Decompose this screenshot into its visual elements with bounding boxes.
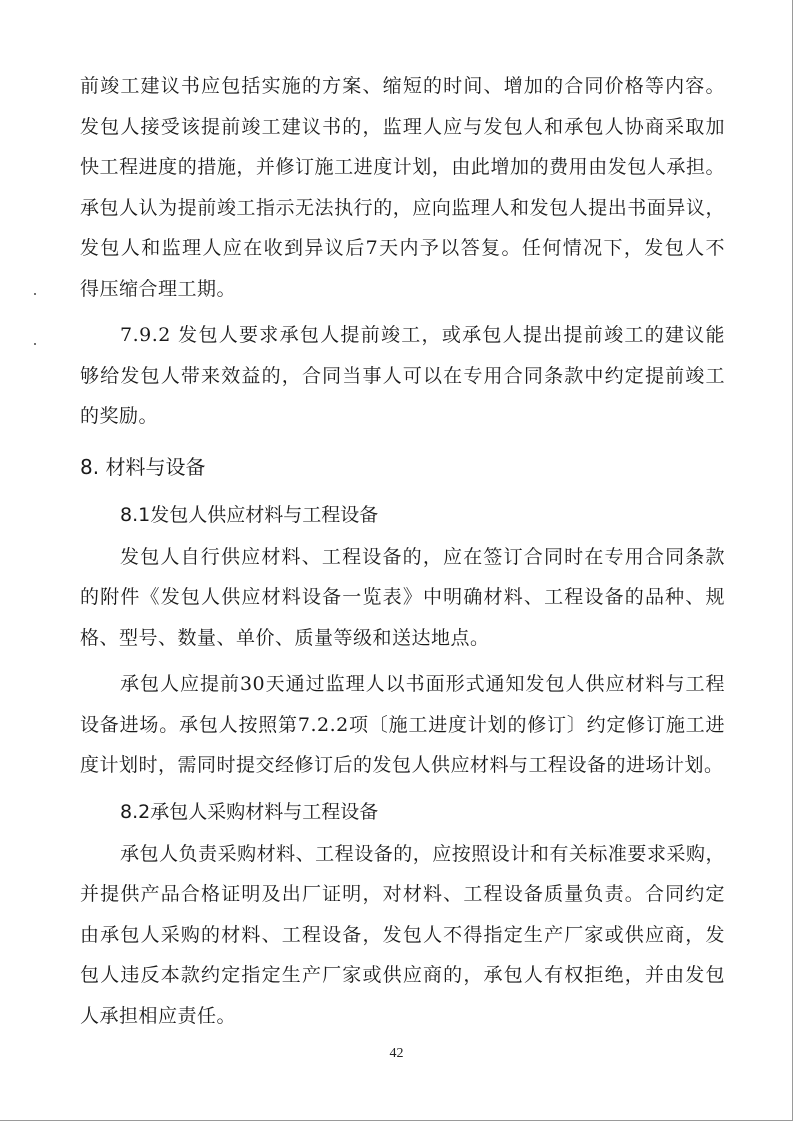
text-line: 承包人认为提前竣工指示无法执行的，应向监理人和发包人提出书面异议，: [80, 196, 725, 219]
document-body: [80, 66, 725, 1036]
text-line: 的附件《发包人供应材料设备一览表》中明确材料、工程设备的品种、规: [80, 586, 725, 608]
text-line: 格、型号、数量、单价、质量等级和送达地点。: [80, 626, 490, 649]
text-line: 设备进场。承包人按照第7.2.2项〔施工进度计划的修订〕约定修订施工进: [80, 713, 725, 736]
text-line: 发包人和监理人应在收到异议后7天内予以答复。任何情况下，发包人不: [80, 237, 725, 259]
paragraph-early-completion: [80, 66, 725, 309]
section-heading-8-1: 8.1发包人供应材料与工程设备: [120, 503, 379, 526]
text-line: 并提供产品合格证明及出厂证明，对材料、工程设备质量负责。合同约定: [80, 883, 725, 905]
section-heading-8-2: 8.2承包人采购材料与工程设备: [120, 800, 379, 823]
page-number: 42: [389, 1046, 404, 1061]
paragraph-8-2: [80, 834, 725, 1037]
paragraph-8-1-b: [80, 664, 725, 786]
text-line: 人承担相应责任。: [80, 1004, 237, 1027]
text-line: 包人违反本款约定指定生产厂家或供应商的，承包人有权拒绝，并由发包: [80, 964, 725, 986]
text-line: 度计划时，需同时提交经修订后的发包人供应材料与工程设备的进场计划。: [80, 754, 724, 776]
text-line: 前竣工建议书应包括实施的方案、缩短的时间、增加的合同价格等内容。: [80, 75, 725, 97]
text-line: 承包人负责采购材料、工程设备的，应按照设计和有关标准要求采购，: [120, 842, 725, 865]
section-heading-8: 8. 材料与设备: [80, 454, 206, 479]
text-line: 够给发包人带来效益的，合同当事人可以在专用合同条款中约定提前竣工: [80, 364, 725, 387]
text-line: 7.9.2 发包人要求承包人提前竣工，或承包人提出提前竣工的建议能: [120, 324, 725, 346]
text-line: 发包人自行供应材料、工程设备的，应在签订合同时在专用合同条款: [120, 545, 725, 568]
text-line: 得压缩合理工期。: [80, 277, 237, 300]
paragraph-8-1-a: [80, 537, 725, 659]
text-line: 由承包人采购的材料、工程设备，发包人不得指定生产厂家或供应商，发: [80, 923, 725, 946]
text-line: 的奖励。: [80, 405, 159, 427]
paragraph-7-9-2: [80, 315, 725, 437]
scan-speck: [34, 293, 36, 295]
text-line: 发包人接受该提前竣工建议书的，监理人应与发包人和承包人协商采取加: [80, 115, 725, 138]
text-line: 快工程进度的措施，并修订施工进度计划，由此增加的费用由发包人承担。: [80, 156, 725, 178]
scan-speck: [34, 343, 36, 345]
text-line: 承包人应提前30天通过监理人以书面形式通知发包人供应材料与工程: [120, 673, 725, 695]
